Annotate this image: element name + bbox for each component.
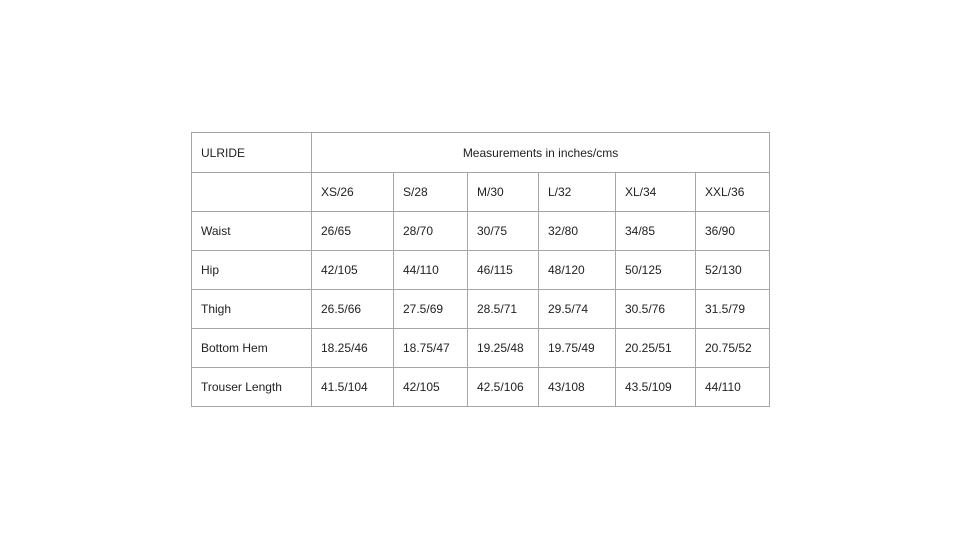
value-cell: 28.5/71: [468, 290, 539, 329]
value-cell: 32/80: [539, 212, 616, 251]
row-label-cell: Hip: [192, 251, 312, 290]
value-cell: 19.25/48: [468, 329, 539, 368]
brand-cell: ULRIDE: [192, 133, 312, 173]
value-cell: 18.75/47: [394, 329, 468, 368]
value-cell: 43/108: [539, 368, 616, 407]
size-header-cell: S/28: [394, 173, 468, 212]
value-cell: 41.5/104: [312, 368, 394, 407]
table-row-thigh: [192, 290, 770, 329]
value-cell: 26.5/66: [312, 290, 394, 329]
measurements-header-cell: Measurements in inches/cms: [312, 133, 770, 173]
value-cell: 30/75: [468, 212, 539, 251]
value-cell: 29.5/74: [539, 290, 616, 329]
row-label-cell: Waist: [192, 212, 312, 251]
size-header-cell: L/32: [539, 173, 616, 212]
value-cell: 42.5/106: [468, 368, 539, 407]
value-cell: 46/115: [468, 251, 539, 290]
value-cell: 19.75/49: [539, 329, 616, 368]
value-cell: 44/110: [394, 251, 468, 290]
value-cell: 50/125: [616, 251, 696, 290]
size-header-cell: XS/26: [312, 173, 394, 212]
value-cell: 20.75/52: [696, 329, 770, 368]
value-cell: 43.5/109: [616, 368, 696, 407]
value-cell: 42/105: [394, 368, 468, 407]
value-cell: 18.25/46: [312, 329, 394, 368]
value-cell: 36/90: [696, 212, 770, 251]
title-row: [192, 133, 770, 173]
value-cell: 27.5/69: [394, 290, 468, 329]
size-header-cell: M/30: [468, 173, 539, 212]
row-label-cell: Trouser Length: [192, 368, 312, 407]
empty-corner-cell: [192, 173, 312, 212]
value-cell: 42/105: [312, 251, 394, 290]
size-header-cell: XXL/36: [696, 173, 770, 212]
value-cell: 26/65: [312, 212, 394, 251]
value-cell: 44/110: [696, 368, 770, 407]
table-row-bottom-hem: [192, 329, 770, 368]
value-cell: 31.5/79: [696, 290, 770, 329]
value-cell: 28/70: [394, 212, 468, 251]
table-row-hip: [192, 251, 770, 290]
value-cell: 20.25/51: [616, 329, 696, 368]
value-cell: 30.5/76: [616, 290, 696, 329]
value-cell: 34/85: [616, 212, 696, 251]
size-header-row: [192, 173, 770, 212]
size-chart-table: [191, 132, 770, 407]
value-cell: 52/130: [696, 251, 770, 290]
size-header-cell: XL/34: [616, 173, 696, 212]
row-label-cell: Thigh: [192, 290, 312, 329]
table-row-trouser-length: [192, 368, 770, 407]
value-cell: 48/120: [539, 251, 616, 290]
row-label-cell: Bottom Hem: [192, 329, 312, 368]
table-row-waist: [192, 212, 770, 251]
